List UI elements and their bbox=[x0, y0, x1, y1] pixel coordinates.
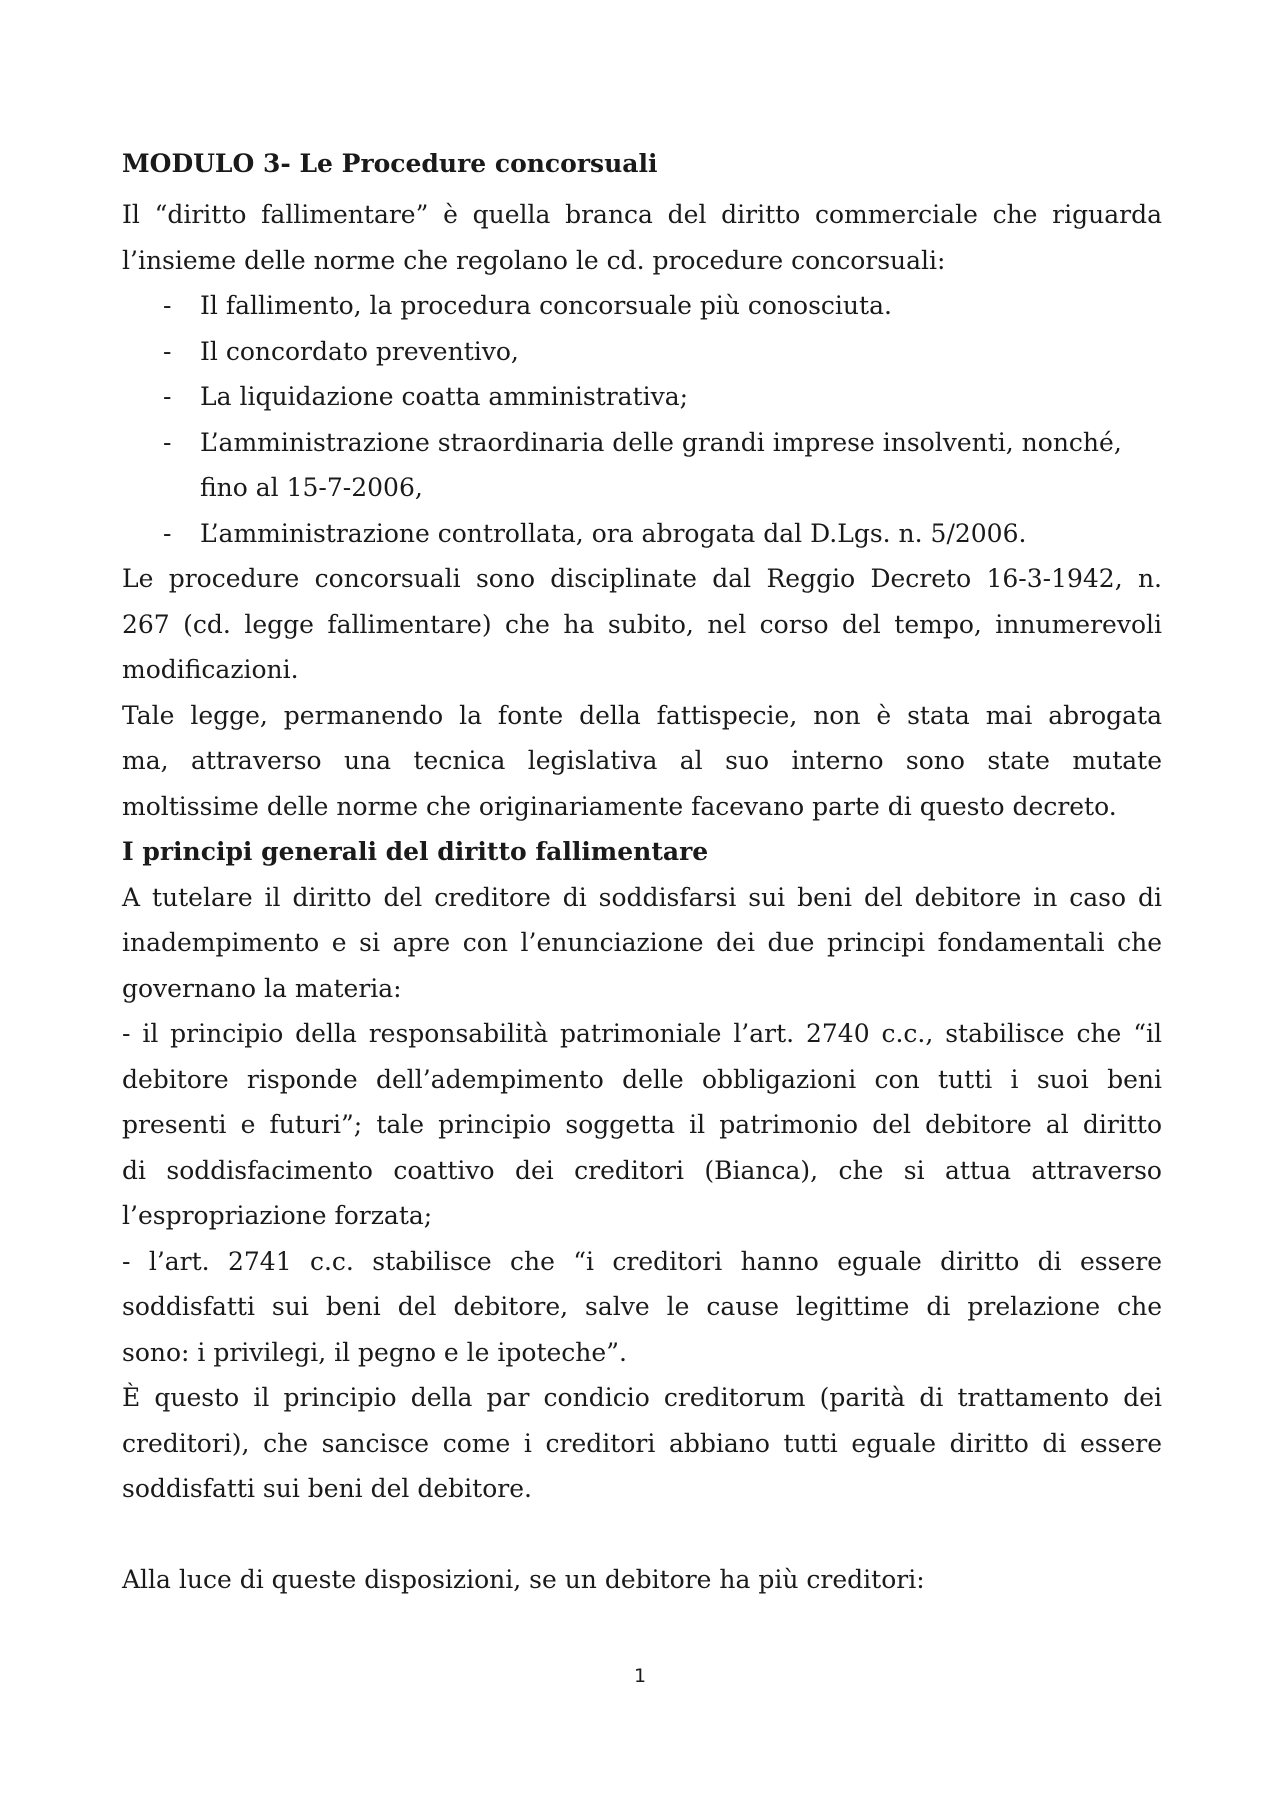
list-item bbox=[122, 374, 1162, 420]
text-line: sono: i privilegi, il pegno e le ipoteche”. bbox=[122, 1337, 627, 1367]
closing-sentence: Alla luce di queste disposizioni, se un debitore ha più creditori: bbox=[122, 1565, 925, 1594]
list-item bbox=[122, 511, 1162, 557]
art-2741-paragraph bbox=[122, 1239, 1162, 1376]
list-item-text: Il concordato preventivo, bbox=[200, 336, 519, 366]
text-line: soddisfatti sui beni del debitore, salve le cause legittime di prelazione che bbox=[122, 1292, 1162, 1321]
text-line: presenti e futuri”; tale principio soggetta il patrimonio del debitore al diritto bbox=[122, 1110, 1162, 1139]
bullet-marker: - bbox=[163, 518, 172, 548]
text-line: A tutelare il diritto del creditore di soddisfarsi sui beni del debitore in caso di bbox=[122, 882, 1162, 912]
art-2740-paragraph bbox=[122, 1011, 1162, 1239]
text-line: governano la materia: bbox=[122, 973, 402, 1003]
bullet-marker: - bbox=[163, 291, 172, 320]
bullet-marker: - bbox=[163, 336, 172, 366]
bullet-marker: - bbox=[163, 382, 172, 411]
section-heading: I principi generali del diritto fallimentare bbox=[122, 837, 709, 866]
tutelare-paragraph bbox=[122, 875, 1162, 1012]
blank-line bbox=[122, 1512, 1162, 1558]
text-line: l’espropriazione forzata; bbox=[122, 1201, 433, 1230]
decree-paragraph bbox=[122, 556, 1162, 693]
text-line: di soddisfacimento coattivo dei creditori (Bianca), che si attua attraverso bbox=[122, 1155, 1162, 1185]
page-number: 1 bbox=[633, 1665, 647, 1687]
text-line: l’insieme delle norme che regolano le cd. procedure concorsuali: bbox=[122, 245, 946, 275]
text-line: moltissime delle norme che originariamente facevano parte di questo decreto. bbox=[122, 791, 1117, 821]
text-line: inadempimento e si apre con l’enunciazione dei due principi fondamentali che bbox=[122, 928, 1162, 957]
text-line: Tale legge, permanendo la fonte della fattispecie, non è stata mai abrogata bbox=[122, 700, 1162, 730]
list-item-text: L’amministrazione straordinaria delle grandi imprese insolventi, nonché, bbox=[200, 427, 1122, 457]
text-line: debitore risponde dell’adempimento delle obbligazioni con tutti i suoi beni bbox=[122, 1064, 1162, 1094]
list-item bbox=[122, 329, 1162, 375]
text-line: creditori), che sancisce come i creditori abbiano tutti eguale diritto di essere bbox=[122, 1428, 1162, 1458]
text-line: soddisfatti sui beni del debitore. bbox=[122, 1474, 532, 1503]
text-line: 267 (cd. legge fallimentare) che ha subito, nel corso del tempo, innumerevoli bbox=[122, 609, 1162, 639]
list-item-text: La liquidazione coatta amministrativa; bbox=[200, 382, 689, 411]
procedures-list bbox=[122, 283, 1162, 556]
bullet-marker: - bbox=[163, 427, 172, 457]
text-line: - l’art. 2741 c.c. stabilisce che “i creditori hanno eguale diritto di essere bbox=[122, 1246, 1162, 1276]
list-item-text: Il fallimento, la procedura concorsuale più conosciuta. bbox=[200, 291, 892, 320]
text-line: ma, attraverso una tecnica legislativa al suo interno sono state mutate bbox=[122, 746, 1162, 775]
list-item bbox=[122, 283, 1162, 329]
document-page bbox=[122, 148, 1162, 1603]
list-item-text: L’amministrazione controllata, ora abrogata dal D.Lgs. n. 5/2006. bbox=[200, 518, 1027, 548]
law-paragraph bbox=[122, 693, 1162, 830]
document-title: MODULO 3- Le Procedure concorsuali bbox=[122, 149, 658, 178]
list-item-continuation: fino al 15-7-2006, bbox=[200, 473, 423, 502]
intro-paragraph bbox=[122, 192, 1162, 283]
par-condicio-paragraph bbox=[122, 1375, 1162, 1512]
list-item bbox=[122, 420, 1162, 466]
text-line: modificazioni. bbox=[122, 655, 299, 684]
text-line: - il principio della responsabilità patrimoniale l’art. 2740 c.c., stabilisce che “il bbox=[122, 1019, 1162, 1048]
text-line: È questo il principio della par condicio creditorum (parità di trattamento dei bbox=[122, 1383, 1162, 1412]
text-line: Il “diritto fallimentare” è quella branca del diritto commerciale che riguarda bbox=[122, 200, 1162, 229]
text-line: Le procedure concorsuali sono disciplinate dal Reggio Decreto 16-3-1942, n. bbox=[122, 564, 1162, 593]
